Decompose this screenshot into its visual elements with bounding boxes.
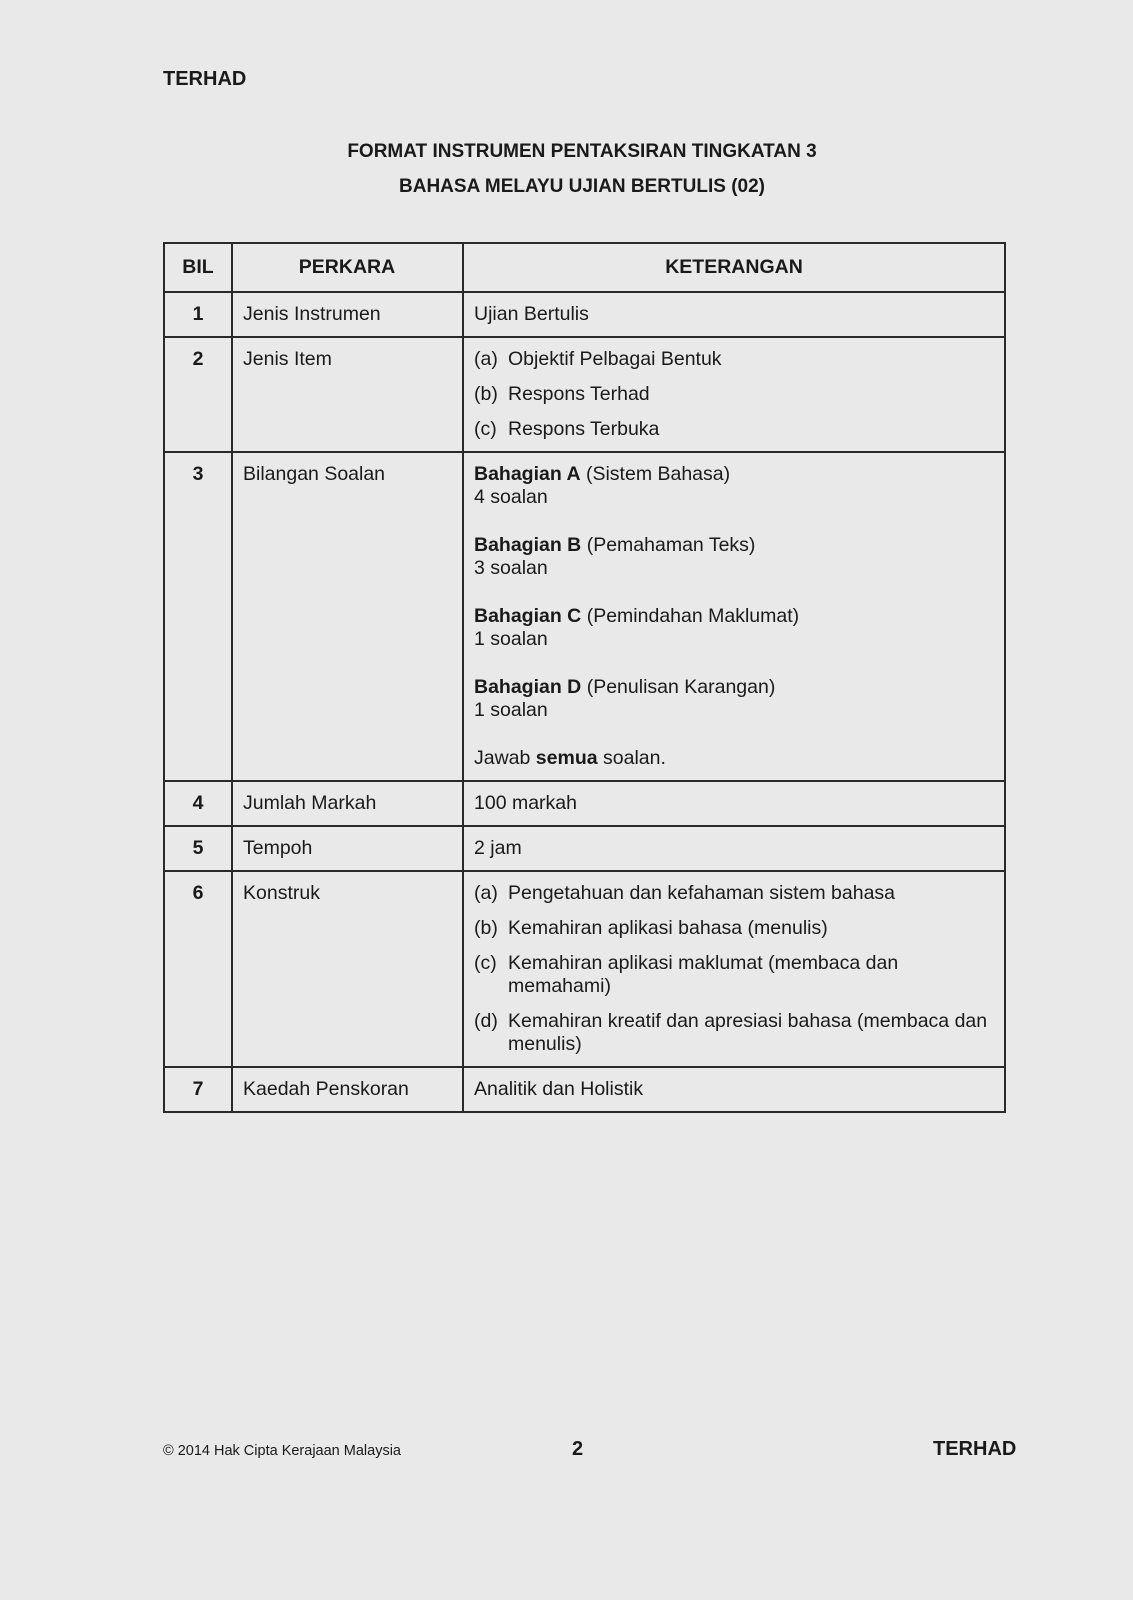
row-number: 6 — [164, 871, 232, 1067]
note-text: soalan. — [597, 747, 666, 769]
row-keterangan: Ujian Bertulis — [463, 292, 1005, 337]
note-text: Jawab — [474, 747, 536, 769]
title-line-2: BAHASA MELAYU UJIAN BERTULIS (02) — [399, 176, 765, 197]
list-item — [474, 418, 994, 441]
row-number: 4 — [164, 781, 232, 826]
list-item — [474, 882, 994, 905]
row-number: 5 — [164, 826, 232, 871]
table-row — [164, 1067, 1005, 1112]
row-perkara: Jenis Instrumen — [232, 292, 463, 337]
table-row — [164, 826, 1005, 871]
section-desc: (Pemindahan Maklumat) — [586, 605, 800, 627]
row-number: 7 — [164, 1067, 232, 1112]
row-keterangan — [463, 871, 1005, 1067]
title-line-1: FORMAT INSTRUMEN PENTAKSIRAN TINGKATAN 3 — [347, 141, 817, 162]
header-bil: BIL — [164, 243, 232, 292]
item-marker: (c) — [474, 952, 497, 974]
list-item — [474, 348, 994, 371]
header-perkara: PERKARA — [232, 243, 463, 292]
item-text: Kemahiran aplikasi bahasa (menulis) — [508, 917, 828, 939]
section-name: Bahagian D — [474, 676, 582, 698]
row-perkara: Kaedah Penskoran — [232, 1067, 463, 1112]
row-perkara: Konstruk — [232, 871, 463, 1067]
row-number: 3 — [164, 452, 232, 781]
section-entry — [474, 605, 994, 651]
table-row — [164, 452, 1005, 781]
table-row — [164, 871, 1005, 1067]
item-marker: (b) — [474, 917, 498, 939]
section-name: Bahagian C — [474, 605, 582, 627]
row-keterangan — [463, 337, 1005, 452]
row-keterangan: Analitik dan Holistik — [463, 1067, 1005, 1112]
section-count: 1 soalan — [474, 628, 548, 650]
note-emphasis: semua — [535, 747, 598, 769]
row-keterangan — [463, 452, 1005, 781]
section-entry — [474, 676, 994, 722]
item-text: Respons Terhad — [508, 383, 650, 405]
section-name: Bahagian A — [474, 463, 581, 485]
section-desc: (Pemahaman Teks) — [586, 534, 756, 556]
section-count: 3 soalan — [474, 557, 548, 579]
row-perkara: Jenis Item — [232, 337, 463, 452]
item-text: Respons Terbuka — [508, 418, 660, 440]
footer-classification: TERHAD — [933, 1438, 1017, 1460]
row-perkara: Tempoh — [232, 826, 463, 871]
document-title — [160, 134, 1004, 204]
item-text: Kemahiran kreatif dan apresiasi bahasa (membaca dan menulis) — [508, 1010, 988, 1055]
row-perkara: Jumlah Markah — [232, 781, 463, 826]
answer-note — [474, 747, 994, 770]
section-entry — [474, 534, 994, 580]
section-desc: (Penulisan Karangan) — [586, 676, 776, 698]
section-count: 1 soalan — [474, 699, 548, 721]
section-entry — [474, 463, 994, 509]
footer-copyright: © 2014 Hak Cipta Kerajaan Malaysia — [163, 1443, 401, 1459]
row-keterangan: 100 markah — [463, 781, 1005, 826]
item-text: Kemahiran aplikasi maklumat (membaca dan memahami) — [508, 952, 899, 997]
list-item — [474, 383, 994, 406]
item-marker: (a) — [474, 882, 498, 904]
format-table — [163, 242, 1006, 1113]
section-name: Bahagian B — [474, 534, 582, 556]
section-desc: (Sistem Bahasa) — [585, 463, 731, 485]
row-keterangan: 2 jam — [463, 826, 1005, 871]
item-marker: (c) — [474, 418, 497, 440]
header-keterangan: KETERANGAN — [463, 243, 1005, 292]
row-number: 2 — [164, 337, 232, 452]
list-item — [474, 917, 994, 940]
list-item — [474, 952, 994, 998]
item-marker: (a) — [474, 348, 498, 370]
row-perkara: Bilangan Soalan — [232, 452, 463, 781]
item-text: Pengetahuan dan kefahaman sistem bahasa — [508, 882, 896, 904]
table-row — [164, 781, 1005, 826]
item-marker: (b) — [474, 383, 498, 405]
table-row — [164, 292, 1005, 337]
row-number: 1 — [164, 292, 232, 337]
list-item — [474, 1010, 994, 1056]
page-number: 2 — [572, 1438, 584, 1460]
header-classification: TERHAD — [163, 68, 247, 90]
item-text: Objektif Pelbagai Bentuk — [508, 348, 722, 370]
table-row — [164, 337, 1005, 452]
table-header-row — [164, 243, 1005, 292]
item-marker: (d) — [474, 1010, 498, 1032]
section-count: 4 soalan — [474, 486, 548, 508]
